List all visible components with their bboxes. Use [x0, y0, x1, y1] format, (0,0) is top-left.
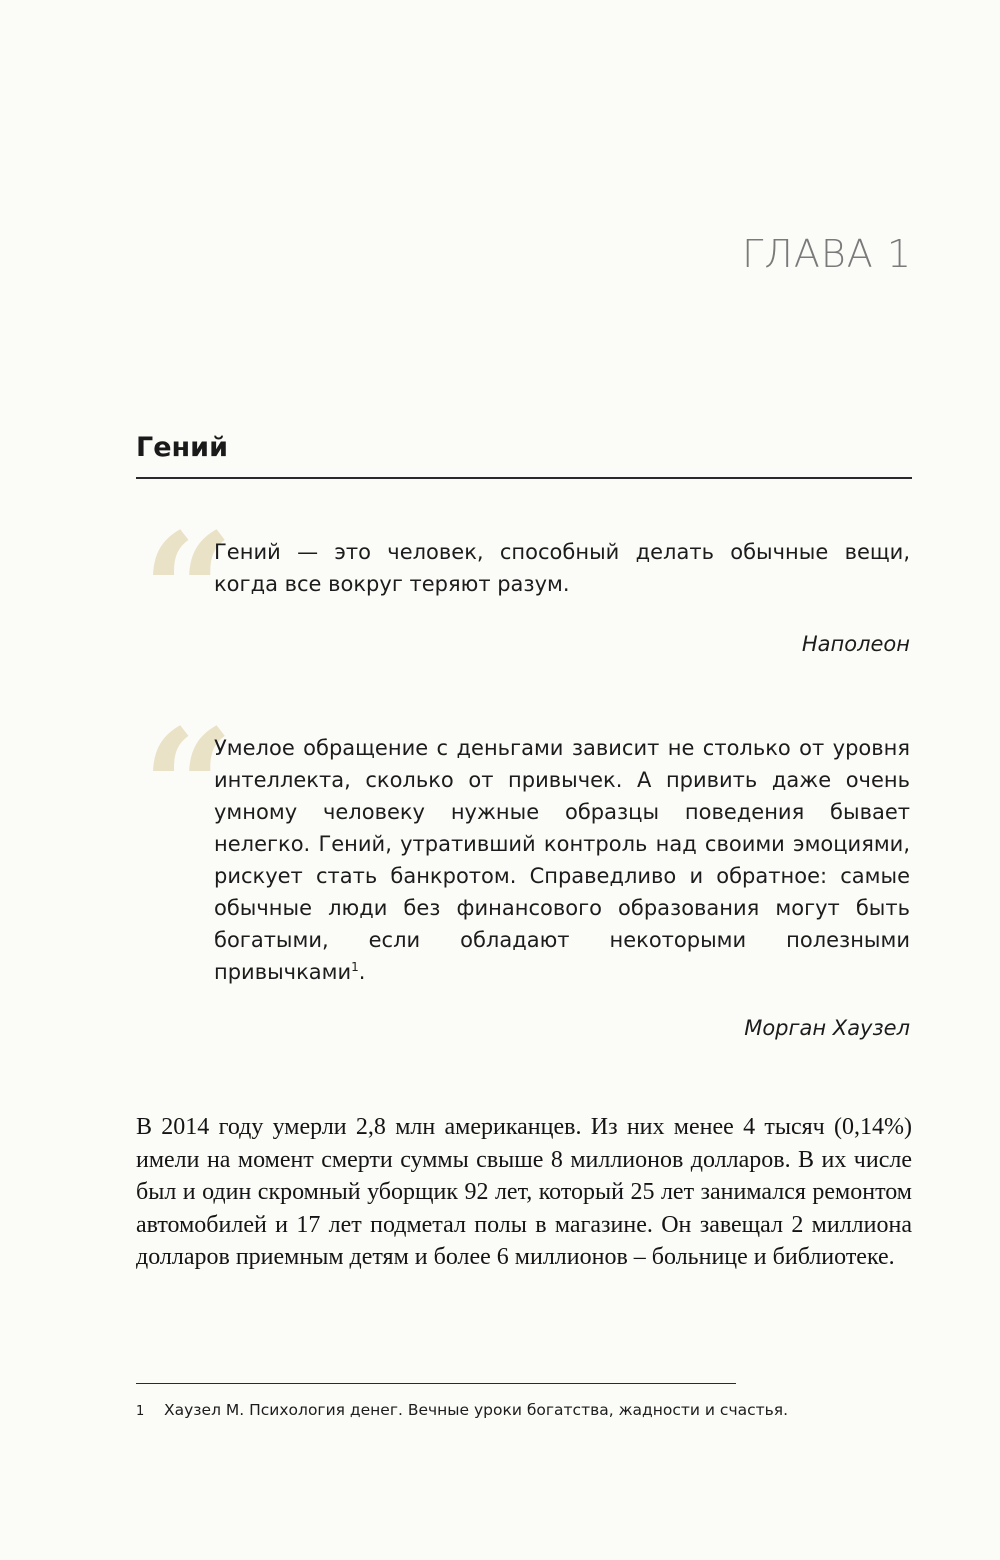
footnote-number: 1	[136, 1404, 145, 1419]
epigraph-author: Морган Хаузел	[744, 1016, 910, 1040]
quote-end-punctuation: .	[358, 960, 366, 984]
section-title: Гений	[136, 432, 229, 463]
epigraph-author: Наполеон	[801, 632, 910, 656]
footnote-text: Хаузел М. Психология денег. Вечные уроки богатства, жадности и счастья.	[164, 1401, 789, 1419]
title-divider	[136, 477, 912, 479]
footnote	[136, 1401, 912, 1419]
chapter-label: ГЛАВА 1	[742, 232, 912, 276]
epigraph-quote-text: Гений — это человек, способный делать обычные вещи, когда все вокруг теряют разум.	[214, 540, 910, 596]
epigraph-quote-text	[214, 732, 910, 988]
body-paragraph: В 2014 году умерли 2,8 млн американцев. Из них менее 4 тысяч (0,14%) имели на момент смерти суммы свыше 8 миллионов долларов. В их числе был и один скромный уборщик 92 лет, который 25 лет занимался ремонтом автомобилей и 17 лет подметал полы в магазине. Он завещал 2 миллиона долларов приемным детям и более 6 миллионов – больнице и библиотеке.	[136, 1114, 912, 1270]
quote-body: Умелое обращение с деньгами зависит не столько от уровня интеллекта, сколько от привычек. А привить даже очень умному человеку нужные образцы поведения бывает нелегко. Гений, утративший контроль над своими эмоциями, рискует стать банкротом. Справедливо и обратное: самые обычные люди без финансового образования могут быть богатыми, если обладают некоторыми полезными привычками	[214, 736, 910, 984]
footnote-reference[interactable]: 1	[351, 960, 359, 974]
quote-mark-icon: “	[142, 694, 235, 882]
quote-mark-icon: “	[142, 498, 235, 686]
footnote-divider	[136, 1383, 736, 1384]
